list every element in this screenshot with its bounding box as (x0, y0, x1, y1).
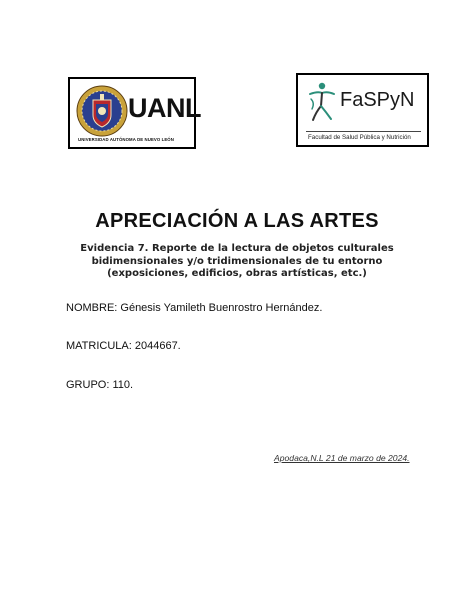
subtitle-line: (exposiciones, edificios, obras artísticas, etc.) (107, 268, 367, 280)
faspyn-logo (296, 73, 429, 147)
subtitle-line: bidimensionales y/o tridimensionales de tu entorno (91, 255, 383, 267)
uanl-wordmark: UANL (128, 93, 201, 123)
subtitle-line: Evidencia 7. Reporte de la lectura de objetos culturales (80, 243, 394, 254)
uanl-seal-icon (76, 85, 128, 137)
uanl-logo (68, 77, 201, 149)
document-subtitle (60, 243, 414, 281)
document-title: APRECIACIÓN A LAS ARTES (95, 210, 379, 232)
student-matricula: MATRICULA: 2044667. (66, 340, 181, 352)
faspyn-figure-icon (306, 79, 338, 123)
uanl-caption: UNIVERSIDAD AUTÓNOMA DE NUEVO LEÓN (78, 137, 174, 142)
place-date: Apodaca,N.L 21 de marzo de 2024. (274, 453, 410, 463)
student-name: NOMBRE: Génesis Yamileth Buenrostro Hernández. (66, 302, 323, 314)
faspyn-divider (306, 131, 421, 132)
student-group: GRUPO: 110. (66, 379, 134, 391)
faspyn-caption: Facultad de Salud Pública y Nutrición (308, 134, 411, 141)
faspyn-wordmark: FaSPyN (340, 89, 415, 111)
